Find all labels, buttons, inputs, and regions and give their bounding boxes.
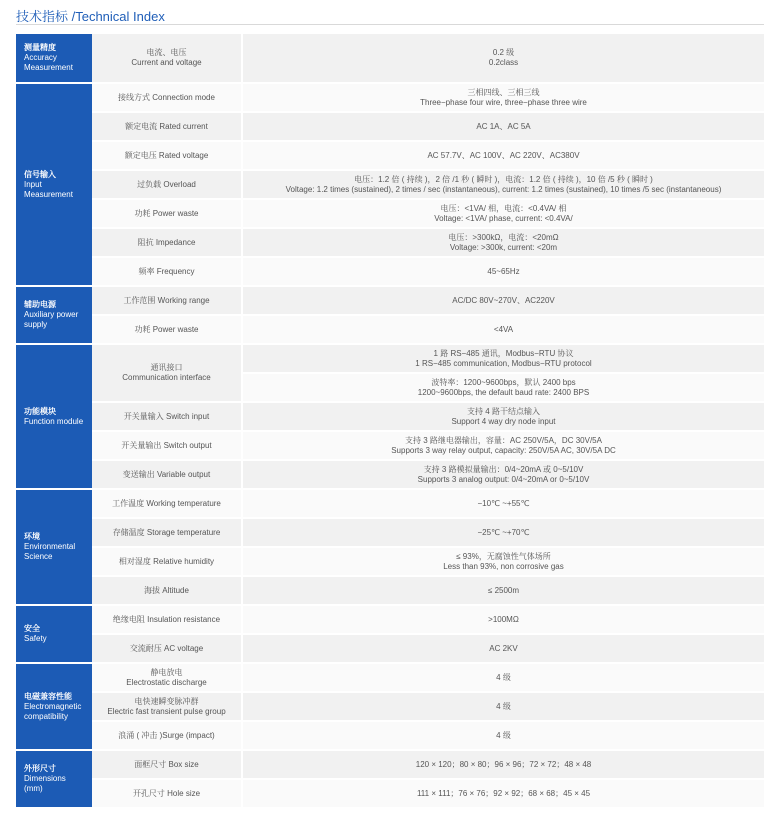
value-cell xyxy=(242,170,764,199)
value-text: AC/DC 80V~270V、AC220V xyxy=(452,295,555,305)
parameter-label: 接线方式 Connection mode xyxy=(118,92,215,102)
parameter-cell xyxy=(92,576,242,605)
value-cell xyxy=(242,750,764,779)
parameter-cell xyxy=(92,228,242,257)
value-text: 4 级 xyxy=(496,730,511,740)
parameter-label: 开关量输出 Switch output xyxy=(121,440,212,450)
table-row xyxy=(16,344,764,373)
value-text: Supports 3 analog output: 0/4~20mA or 0~5/10V xyxy=(417,474,590,484)
value-text: Support 4 way dry node input xyxy=(451,416,556,426)
category-en: Input xyxy=(24,179,42,189)
parameter-cell xyxy=(92,779,242,808)
parameter-label: 开孔尺寸 Hole size xyxy=(132,788,201,798)
parameter-cell xyxy=(92,634,242,663)
value-text: 4 级 xyxy=(496,672,511,682)
category-cell xyxy=(16,605,92,663)
category-zh: 电磁兼容性能 xyxy=(24,691,72,701)
table-row xyxy=(16,199,764,228)
parameter-cell xyxy=(92,605,242,634)
category-zh: 功能模块 xyxy=(24,406,56,416)
category-en: supply xyxy=(24,320,48,329)
value-cell xyxy=(242,286,764,315)
table-row xyxy=(16,692,764,721)
table-row xyxy=(16,547,764,576)
category-zh: 信号输入 xyxy=(24,169,56,179)
parameter-cell xyxy=(92,547,242,576)
table-row xyxy=(16,721,764,750)
category-en: Accuracy xyxy=(24,53,57,62)
value-text: 波特率：1200~9600bps，默认 2400 bps xyxy=(431,377,576,387)
parameter-cell xyxy=(92,34,242,83)
parameter-cell xyxy=(92,663,242,692)
parameter-label: 通讯接口 xyxy=(150,363,183,372)
table-row xyxy=(16,228,764,257)
value-text: 支持 4 路干结点输入 xyxy=(467,406,540,416)
value-text: Voltage: >300k, current: <20m xyxy=(449,242,558,252)
parameter-label: 交流耐压 AC voltage xyxy=(129,643,204,653)
parameter-cell xyxy=(92,170,242,199)
value-text: 120 × 120；80 × 80；96 × 96；72 × 72；48 × 48 xyxy=(415,759,592,769)
parameter-label: 浪涌 ( 冲击 )Surge (impact) xyxy=(118,730,215,740)
table-row xyxy=(16,112,764,141)
technical-index-table xyxy=(16,34,764,809)
table-row xyxy=(16,460,764,489)
parameter-cell xyxy=(92,518,242,547)
value-text: 0.2class xyxy=(488,58,519,67)
parameter-cell xyxy=(92,112,242,141)
category-en: Electromagnetic xyxy=(24,701,82,711)
value-text: Less than 93%, non corrosive gas xyxy=(443,561,564,571)
value-cell xyxy=(242,199,764,228)
parameter-label: 工作温度 Working temperature xyxy=(112,498,221,508)
value-cell xyxy=(242,489,764,518)
value-text: Voltage: 1.2 times (sustained), 2 times / sec (instantaneous), current: 1.2 times (sustained), 10 times /5 sec (instantaneous) xyxy=(285,184,722,194)
category-cell xyxy=(16,663,92,750)
parameter-label: 开关量输入 Switch input xyxy=(123,411,210,421)
value-text: Supports 3 way relay output, capacity: 250V/5A AC, 30V/5A DC xyxy=(391,445,616,455)
parameter-cell xyxy=(92,489,242,518)
parameter-label: 功耗 Power waste xyxy=(134,208,199,218)
category-en: (mm) xyxy=(24,784,43,793)
table-row xyxy=(16,141,764,170)
value-text: 1 RS−485 communication, Modbus−RTU protocol xyxy=(415,358,592,368)
table-row xyxy=(16,170,764,199)
value-cell xyxy=(242,112,764,141)
category-en: Safety xyxy=(24,634,47,643)
value-cell xyxy=(242,576,764,605)
category-en: Environmental xyxy=(24,542,76,551)
parameter-label: 工作范围 Working range xyxy=(123,295,210,305)
category-en: Function module xyxy=(24,416,84,426)
parameter-label: 电快速瞬变脉冲群 xyxy=(134,696,199,706)
parameter-label: 额定电流 Rated current xyxy=(125,121,208,131)
parameter-label: 面框尺寸 Box size xyxy=(134,759,199,769)
category-zh: 环境 xyxy=(24,532,40,541)
table-row xyxy=(16,489,764,518)
table-row xyxy=(16,431,764,460)
category-cell xyxy=(16,344,92,489)
table-row xyxy=(16,663,764,692)
value-text: 45~65Hz xyxy=(487,266,520,276)
table-row xyxy=(16,83,764,112)
parameter-label: 相对湿度 Relative humidity xyxy=(118,556,215,566)
value-text: 电压：>300kΩ，电流：<20mΩ xyxy=(448,232,559,242)
value-text: ≤ 93%，无腐蚀性气体场所 xyxy=(456,551,551,561)
table-row xyxy=(16,750,764,779)
value-cell xyxy=(242,34,764,83)
value-cell xyxy=(242,431,764,460)
parameter-label: Electrostatic discharge xyxy=(126,677,207,687)
value-text: 支持 3 路继电器输出，容量：AC 250V/5A，DC 30V/5A xyxy=(405,435,602,445)
parameter-label: 频率 Frequency xyxy=(138,266,195,276)
category-en: Measurement xyxy=(24,189,73,199)
value-text: <4VA xyxy=(493,324,514,334)
parameter-cell xyxy=(92,721,242,750)
table-row xyxy=(16,779,764,808)
parameter-cell xyxy=(92,257,242,286)
value-text: ≤ 2500m xyxy=(487,585,520,595)
value-cell xyxy=(242,605,764,634)
table-row xyxy=(16,402,764,431)
value-text: 电压：<1VA/ 相，电流：<0.4VA/ 相 xyxy=(440,203,567,213)
title-divider xyxy=(16,24,764,25)
parameter-cell xyxy=(92,692,242,721)
category-zh: 外形尺寸 xyxy=(24,764,56,773)
parameter-label: Current and voltage xyxy=(131,58,202,67)
value-cell xyxy=(242,721,764,750)
category-en: compatibility xyxy=(24,711,69,721)
category-cell xyxy=(16,83,92,286)
value-text: 电压：1.2 倍 ( 持续 )，2 倍 /1 秒 ( 瞬时 )，电流：1.2 倍 ( 持续 )，10 倍 /5 秒 ( 瞬时 ) xyxy=(354,174,653,184)
category-en: Measurement xyxy=(24,63,73,72)
parameter-label: 过负载 Overload xyxy=(137,179,196,189)
table-row xyxy=(16,605,764,634)
parameter-cell xyxy=(92,344,242,402)
value-cell xyxy=(242,547,764,576)
value-cell xyxy=(242,344,764,373)
value-cell xyxy=(242,518,764,547)
value-text: 0.2 级 xyxy=(492,48,515,57)
parameter-cell xyxy=(92,199,242,228)
parameter-label: 绝缘电阻 Insulation resistance xyxy=(112,614,221,624)
value-cell xyxy=(242,141,764,170)
parameter-label: 变送输出 Variable output xyxy=(122,469,211,479)
parameter-cell xyxy=(92,83,242,112)
value-cell xyxy=(242,83,764,112)
category-cell xyxy=(16,34,92,83)
table-row xyxy=(16,634,764,663)
parameter-cell xyxy=(92,750,242,779)
value-cell xyxy=(242,402,764,431)
parameter-label: 海拔 Altitude xyxy=(144,585,189,595)
value-cell xyxy=(242,373,764,402)
category-cell xyxy=(16,750,92,808)
parameter-cell xyxy=(92,286,242,315)
value-cell xyxy=(242,228,764,257)
parameter-label: 静电放电 xyxy=(150,667,183,677)
table-row xyxy=(16,518,764,547)
parameter-cell xyxy=(92,141,242,170)
value-text: AC 1A、AC 5A xyxy=(476,121,531,131)
value-text: 111 × 111；76 × 76；92 × 92；68 × 68；45 × 45 xyxy=(416,788,591,798)
value-text: >100MΩ xyxy=(488,614,519,624)
value-text: −25℃ ~+70℃ xyxy=(477,527,530,537)
value-cell xyxy=(242,315,764,344)
value-cell xyxy=(242,779,764,808)
table-row xyxy=(16,34,764,83)
parameter-label: Communication interface xyxy=(122,373,211,382)
value-text: AC 2KV xyxy=(489,643,518,653)
category-en: Auxiliary power xyxy=(24,310,79,319)
parameter-cell xyxy=(92,460,242,489)
value-text: Three−phase four wire, three−phase three wire xyxy=(420,97,587,107)
category-zh: 辅助电源 xyxy=(24,300,56,309)
value-text: −10℃ ~+55℃ xyxy=(477,498,530,508)
parameter-cell xyxy=(92,402,242,431)
category-zh: 测量精度 xyxy=(24,43,56,52)
value-text: 支持 3 路模拟量输出：0/4~20mA 或 0~5/10V xyxy=(423,464,584,474)
parameter-label: 额定电压 Rated voltage xyxy=(124,150,209,160)
parameter-label: 阻抗 Impedance xyxy=(137,237,196,247)
technical-index-body xyxy=(16,34,764,808)
parameter-label: 电流、电压 xyxy=(146,48,187,57)
parameter-cell xyxy=(92,315,242,344)
parameter-cell xyxy=(92,431,242,460)
value-text: AC 57.7V、AC 100V、AC 220V、AC380V xyxy=(427,150,580,160)
table-row xyxy=(16,576,764,605)
value-cell xyxy=(242,634,764,663)
value-cell xyxy=(242,460,764,489)
value-text: 1 路 RS−485 通讯，Modbus−RTU 协议 xyxy=(433,348,574,358)
table-row xyxy=(16,257,764,286)
category-cell xyxy=(16,286,92,344)
parameter-label: Electric fast transient pulse group xyxy=(107,706,226,716)
value-text: Voltage: <1VA/ phase, current: <0.4VA/ xyxy=(434,213,573,223)
value-text: 三相四线、三相三线 xyxy=(467,87,540,97)
table-row xyxy=(16,286,764,315)
table-row xyxy=(16,315,764,344)
value-cell xyxy=(242,257,764,286)
parameter-label: 功耗 Power waste xyxy=(134,324,199,334)
category-en: Science xyxy=(24,552,53,561)
value-cell xyxy=(242,663,764,692)
value-text: 4 级 xyxy=(496,701,511,711)
value-text: 1200~9600bps, the default baud rate: 2400 BPS xyxy=(417,387,590,397)
value-cell xyxy=(242,692,764,721)
category-cell xyxy=(16,489,92,605)
page-title: 技术指标 /Technical Index xyxy=(16,9,165,24)
parameter-label: 存储温度 Storage temperature xyxy=(112,527,221,537)
category-en: Dimensions xyxy=(24,774,66,783)
category-zh: 安全 xyxy=(24,624,40,633)
